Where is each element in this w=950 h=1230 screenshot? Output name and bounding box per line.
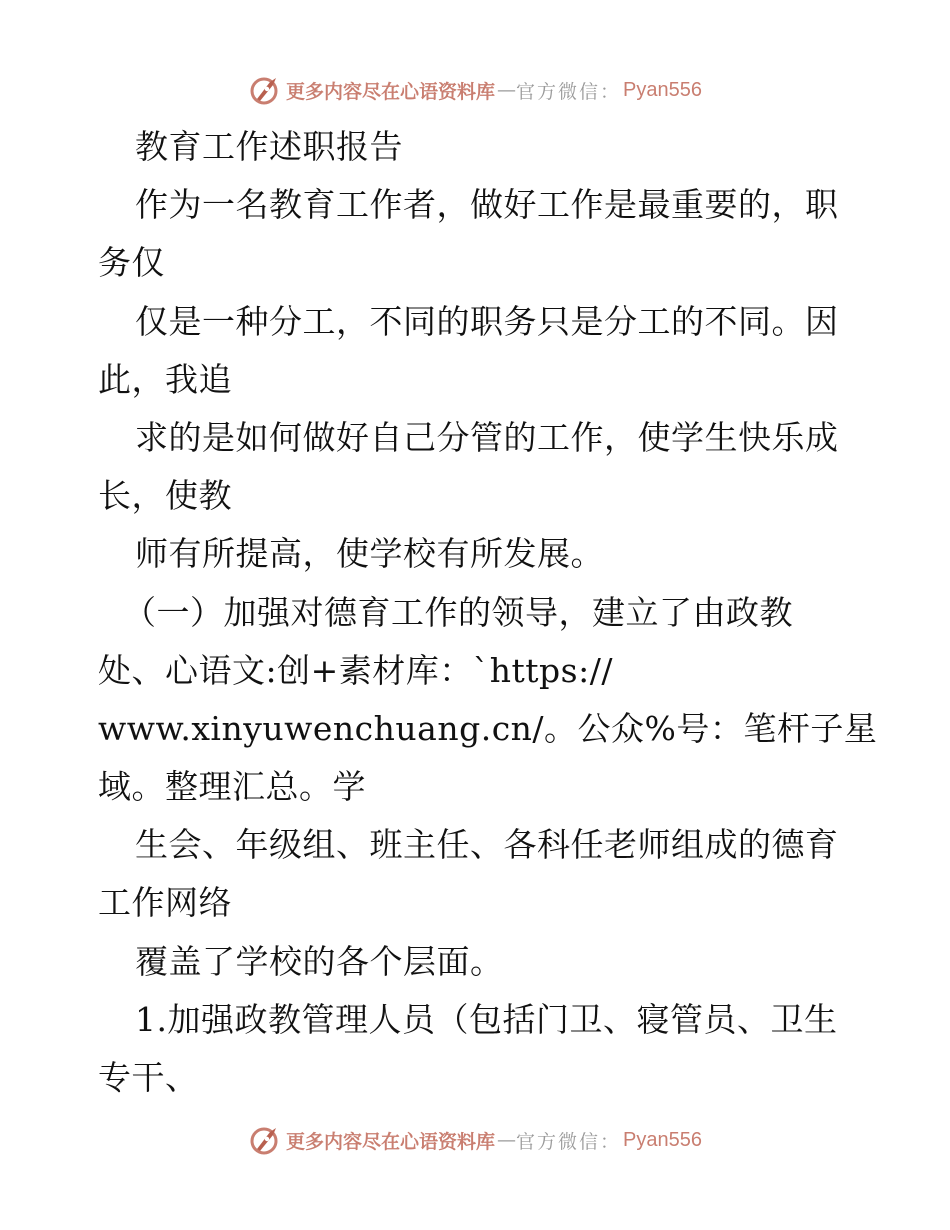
- pen-nib-logo-icon: [248, 1123, 282, 1157]
- paragraph-line: 专干、: [98, 1058, 199, 1097]
- banner-wechat-id: Pyan556: [623, 78, 702, 101]
- paragraph-line: 作为一名教育工作者，做好工作是最重要的，职: [135, 185, 839, 225]
- banner-wechat-label: 官方微信：: [516, 80, 622, 103]
- paragraph-line: 域。整理汇总。学: [98, 767, 366, 807]
- banner-separator: —: [497, 1129, 517, 1151]
- pen-nib-logo-icon: [248, 73, 282, 107]
- banner-title: 更多内容尽在心语资料库: [286, 80, 496, 103]
- paragraph-line: 覆盖了学校的各个层面。: [135, 941, 504, 981]
- list-item-line: 1.加强政教管理人员（包括门卫、寝管员、卫生: [135, 999, 838, 1039]
- paragraph-line: 生会、年级组、班主任、各科任老师组成的德育: [135, 825, 839, 865]
- section-heading-line: （一）加强对德育工作的领导，建立了由政教: [123, 592, 793, 632]
- paragraph-line: 仅是一种分工，不同的职务只是分工的不同。因: [135, 301, 839, 341]
- document-body: [98, 118, 878, 1107]
- banner-title: 更多内容尽在心语资料库: [286, 1130, 496, 1153]
- paragraph-line: 务仅: [98, 243, 165, 283]
- banner-wechat-label: 官方微信：: [516, 1130, 622, 1153]
- paragraph-line: 工作网络: [98, 883, 232, 923]
- paragraph-line: 求的是如何做好自己分管的工作，使学生快乐成: [135, 417, 839, 457]
- paragraph-line: www.xinyuwenchuang.cn/。公众%号：笔杆子星: [98, 708, 878, 748]
- header-banner: [0, 70, 950, 110]
- banner-wechat-id: Pyan556: [623, 1128, 702, 1151]
- paragraph-line: 此，我追: [98, 359, 232, 399]
- document-title: 教育工作述职报告: [135, 127, 403, 166]
- paragraph-line: 师有所提高，使学校有所发展。: [135, 534, 604, 574]
- paragraph-line: 长，使教: [98, 476, 232, 516]
- footer-banner: [0, 1120, 950, 1160]
- paragraph-line: 处、心语文:创+素材库：`https://: [98, 650, 613, 690]
- banner-separator: —: [497, 79, 517, 101]
